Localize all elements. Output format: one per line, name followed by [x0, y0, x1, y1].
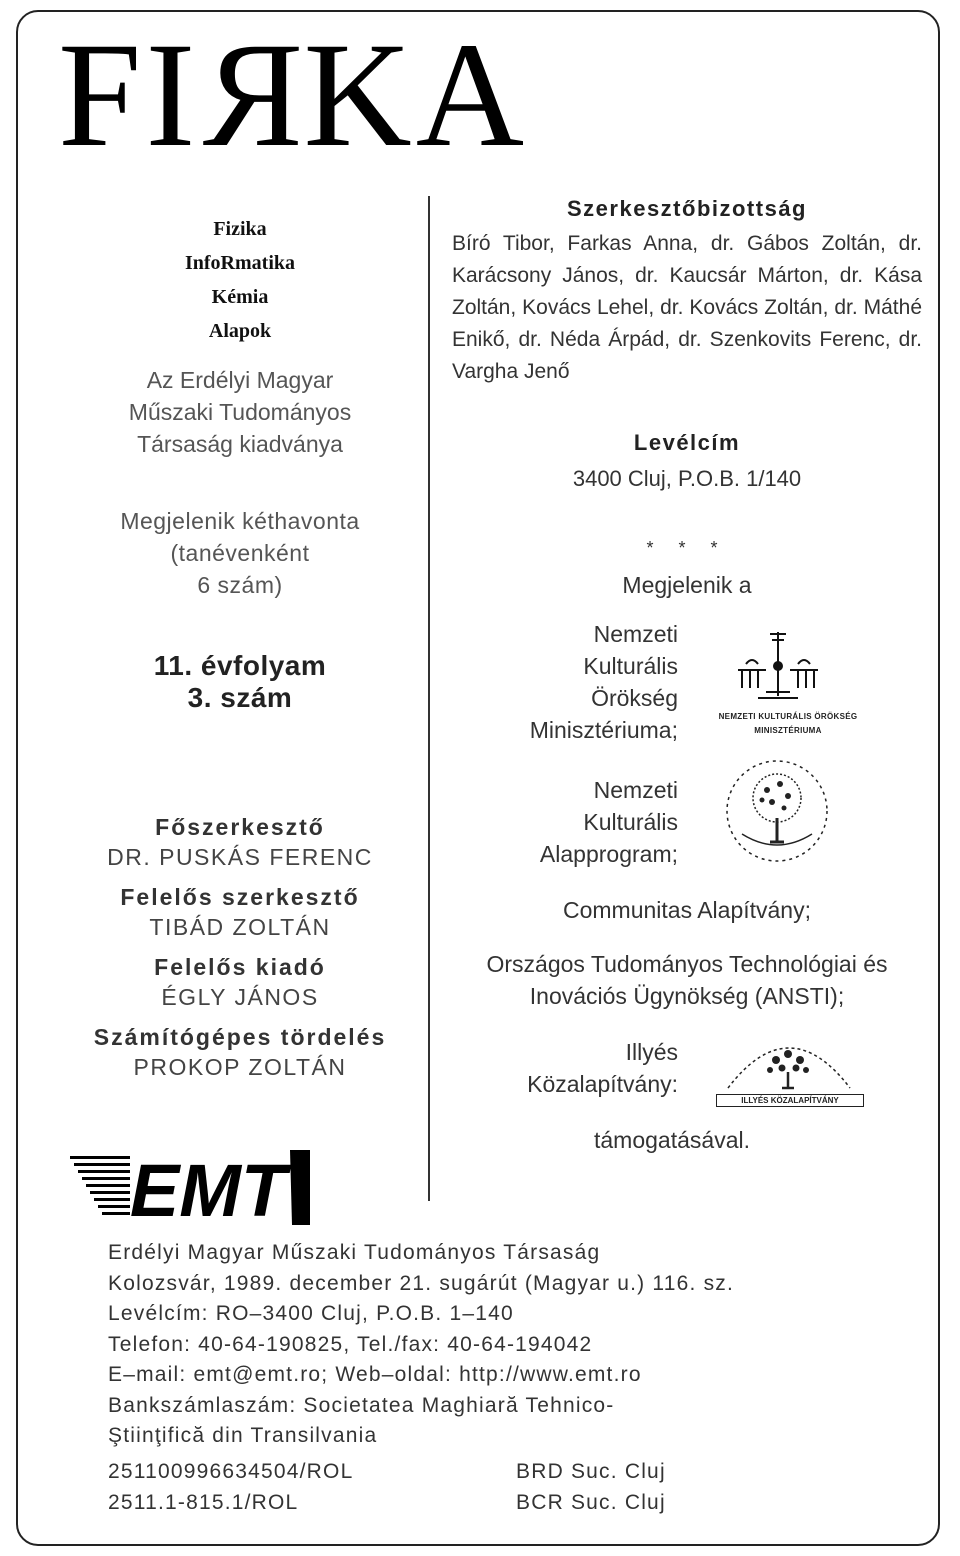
- sponsor-line: Minisztériuma;: [529, 717, 678, 743]
- acronym-line: Kémia: [211, 286, 269, 308]
- staff-role: Felelős szerkesztő: [120, 884, 360, 910]
- frequency-line: Megjelenik kéthavonta: [120, 508, 360, 534]
- address-title: Levélcím: [633, 430, 741, 455]
- emt-logo: [70, 1150, 310, 1225]
- issue-number: 3. szám: [187, 682, 293, 713]
- sponsor-line: Nemzeti: [593, 777, 678, 803]
- sponsor-line: Alapprogram;: [539, 841, 678, 867]
- publisher-line: Társaság kiadványa: [137, 431, 343, 457]
- sponsor-line: Nemzeti: [593, 621, 678, 647]
- staff-list: [70, 812, 410, 1092]
- staff-name: PROKOP ZOLTÁN: [133, 1054, 347, 1080]
- bank-branch: BRD Suc. Cluj: [516, 1460, 666, 1483]
- sponsors-intro: Megjelenik a: [622, 572, 752, 598]
- acronym-line: InfoRmatika: [184, 252, 295, 274]
- footer-line: E–mail: emt@emt.ro; Web–oldal: http://www.emt.ro: [108, 1363, 642, 1386]
- footer-line: Kolozsvár, 1989. december 21. sugárút (Magyar u.) 116. sz.: [108, 1271, 734, 1295]
- footer-line: Erdélyi Magyar Műszaki Tudományos Társaság: [108, 1241, 601, 1264]
- sponsor-line: Kulturális: [583, 809, 678, 835]
- staff-name: ÉGLY JÁNOS: [161, 984, 319, 1010]
- footer-contact: [108, 1238, 848, 1452]
- title-acronym: [70, 212, 410, 348]
- board-title: Szerkesztőbizottság: [567, 196, 807, 221]
- caption-line: MINISZTÉRIUMA: [754, 726, 822, 735]
- sponsor-line: Országos Tudományos Technológiai és: [486, 951, 888, 977]
- illyes-emblem-caption: ILLYÉS KÖZALAPÍTVÁNY: [716, 1094, 864, 1107]
- bank-account-number: 2511.1-815.1/ROL: [108, 1491, 299, 1514]
- ministry-emblem-icon: [728, 626, 828, 708]
- staff-role: Főszerkesztő: [155, 814, 325, 840]
- emt-logo-text: EMT: [129, 1150, 287, 1225]
- footer-line: Levélcím: RO–3400 Cluj, P.O.B. 1–140: [108, 1302, 514, 1325]
- sponsor-line: Illyés: [625, 1039, 678, 1065]
- footer-line: Bankszámlaszám: Societatea Maghiară Tehnico-: [108, 1393, 615, 1417]
- sponsor-communitas: Communitas Alapítvány;: [562, 897, 811, 923]
- sponsor-line: Örökség: [591, 685, 678, 711]
- publisher-line: Műszaki Tudományos: [128, 399, 352, 425]
- issue-info: [70, 650, 410, 714]
- sponsor-ministry: [452, 618, 678, 746]
- staff-role: Számítógépes tördelés: [93, 1024, 387, 1050]
- volume-number: 11. évfolyam: [153, 650, 327, 681]
- footer-line: Ştiinţifică din Transilvania: [108, 1424, 378, 1447]
- board-members: Bíró Tibor, Farkas Anna, dr. Gábos Zoltán, dr. Karácsony János, dr. Kaucsár Márton, dr. Kása Zoltán, Kovács Lehel, dr. Kovács Zoltán, dr. Máthé Enikő, dr. Néda Árpád, dr. Szenkovits Ferenc, dr. Vargha Jenő: [452, 232, 922, 383]
- sponsor-illyes: [452, 1036, 678, 1100]
- publisher-line: Az Erdélyi Magyar: [146, 367, 334, 393]
- column-divider: [428, 196, 430, 1201]
- address-value: 3400 Cluj, P.O.B. 1/140: [572, 466, 802, 491]
- frequency-line: 6 szám): [197, 572, 283, 598]
- staff-name: TIBÁD ZOLTÁN: [149, 914, 331, 940]
- frequency-info: [70, 505, 410, 601]
- magazine-logo: FIRKA: [58, 12, 529, 178]
- sponsors-closing: támogatásával.: [594, 1127, 750, 1153]
- frequency-line: (tanévenként: [170, 540, 310, 566]
- publisher-info: [70, 364, 410, 460]
- caption-line: NEMZETI KULTURÁLIS ÖRÖKSÉG: [718, 712, 858, 721]
- illyes-foundation-emblem-icon: [718, 1026, 860, 1094]
- sponsor-ansti: [452, 948, 922, 1012]
- footer-line: Telefon: 40-64-190825, Tel./fax: 40-64-194042: [108, 1332, 593, 1356]
- staff-name: DR. PUSKÁS FERENC: [107, 844, 373, 870]
- bank-branch: BCR Suc. Cluj: [516, 1491, 666, 1514]
- separator: * * *: [646, 538, 728, 558]
- sponsor-line: Inovációs Ügynökség (ANSTI);: [529, 983, 845, 1009]
- bank-account-number: 251100996634504/ROL: [108, 1460, 354, 1483]
- sponsor-program: [452, 774, 678, 870]
- sponsor-line: Kulturális: [583, 653, 678, 679]
- ministry-emblem-caption: [698, 710, 878, 738]
- program-tree-emblem-icon: [722, 756, 832, 866]
- acronym-line: Fizika: [213, 218, 267, 240]
- acronym-line: Alapok: [208, 320, 272, 342]
- staff-role: Felelős kiadó: [154, 954, 326, 980]
- sponsor-line: Közalapítvány:: [527, 1071, 678, 1097]
